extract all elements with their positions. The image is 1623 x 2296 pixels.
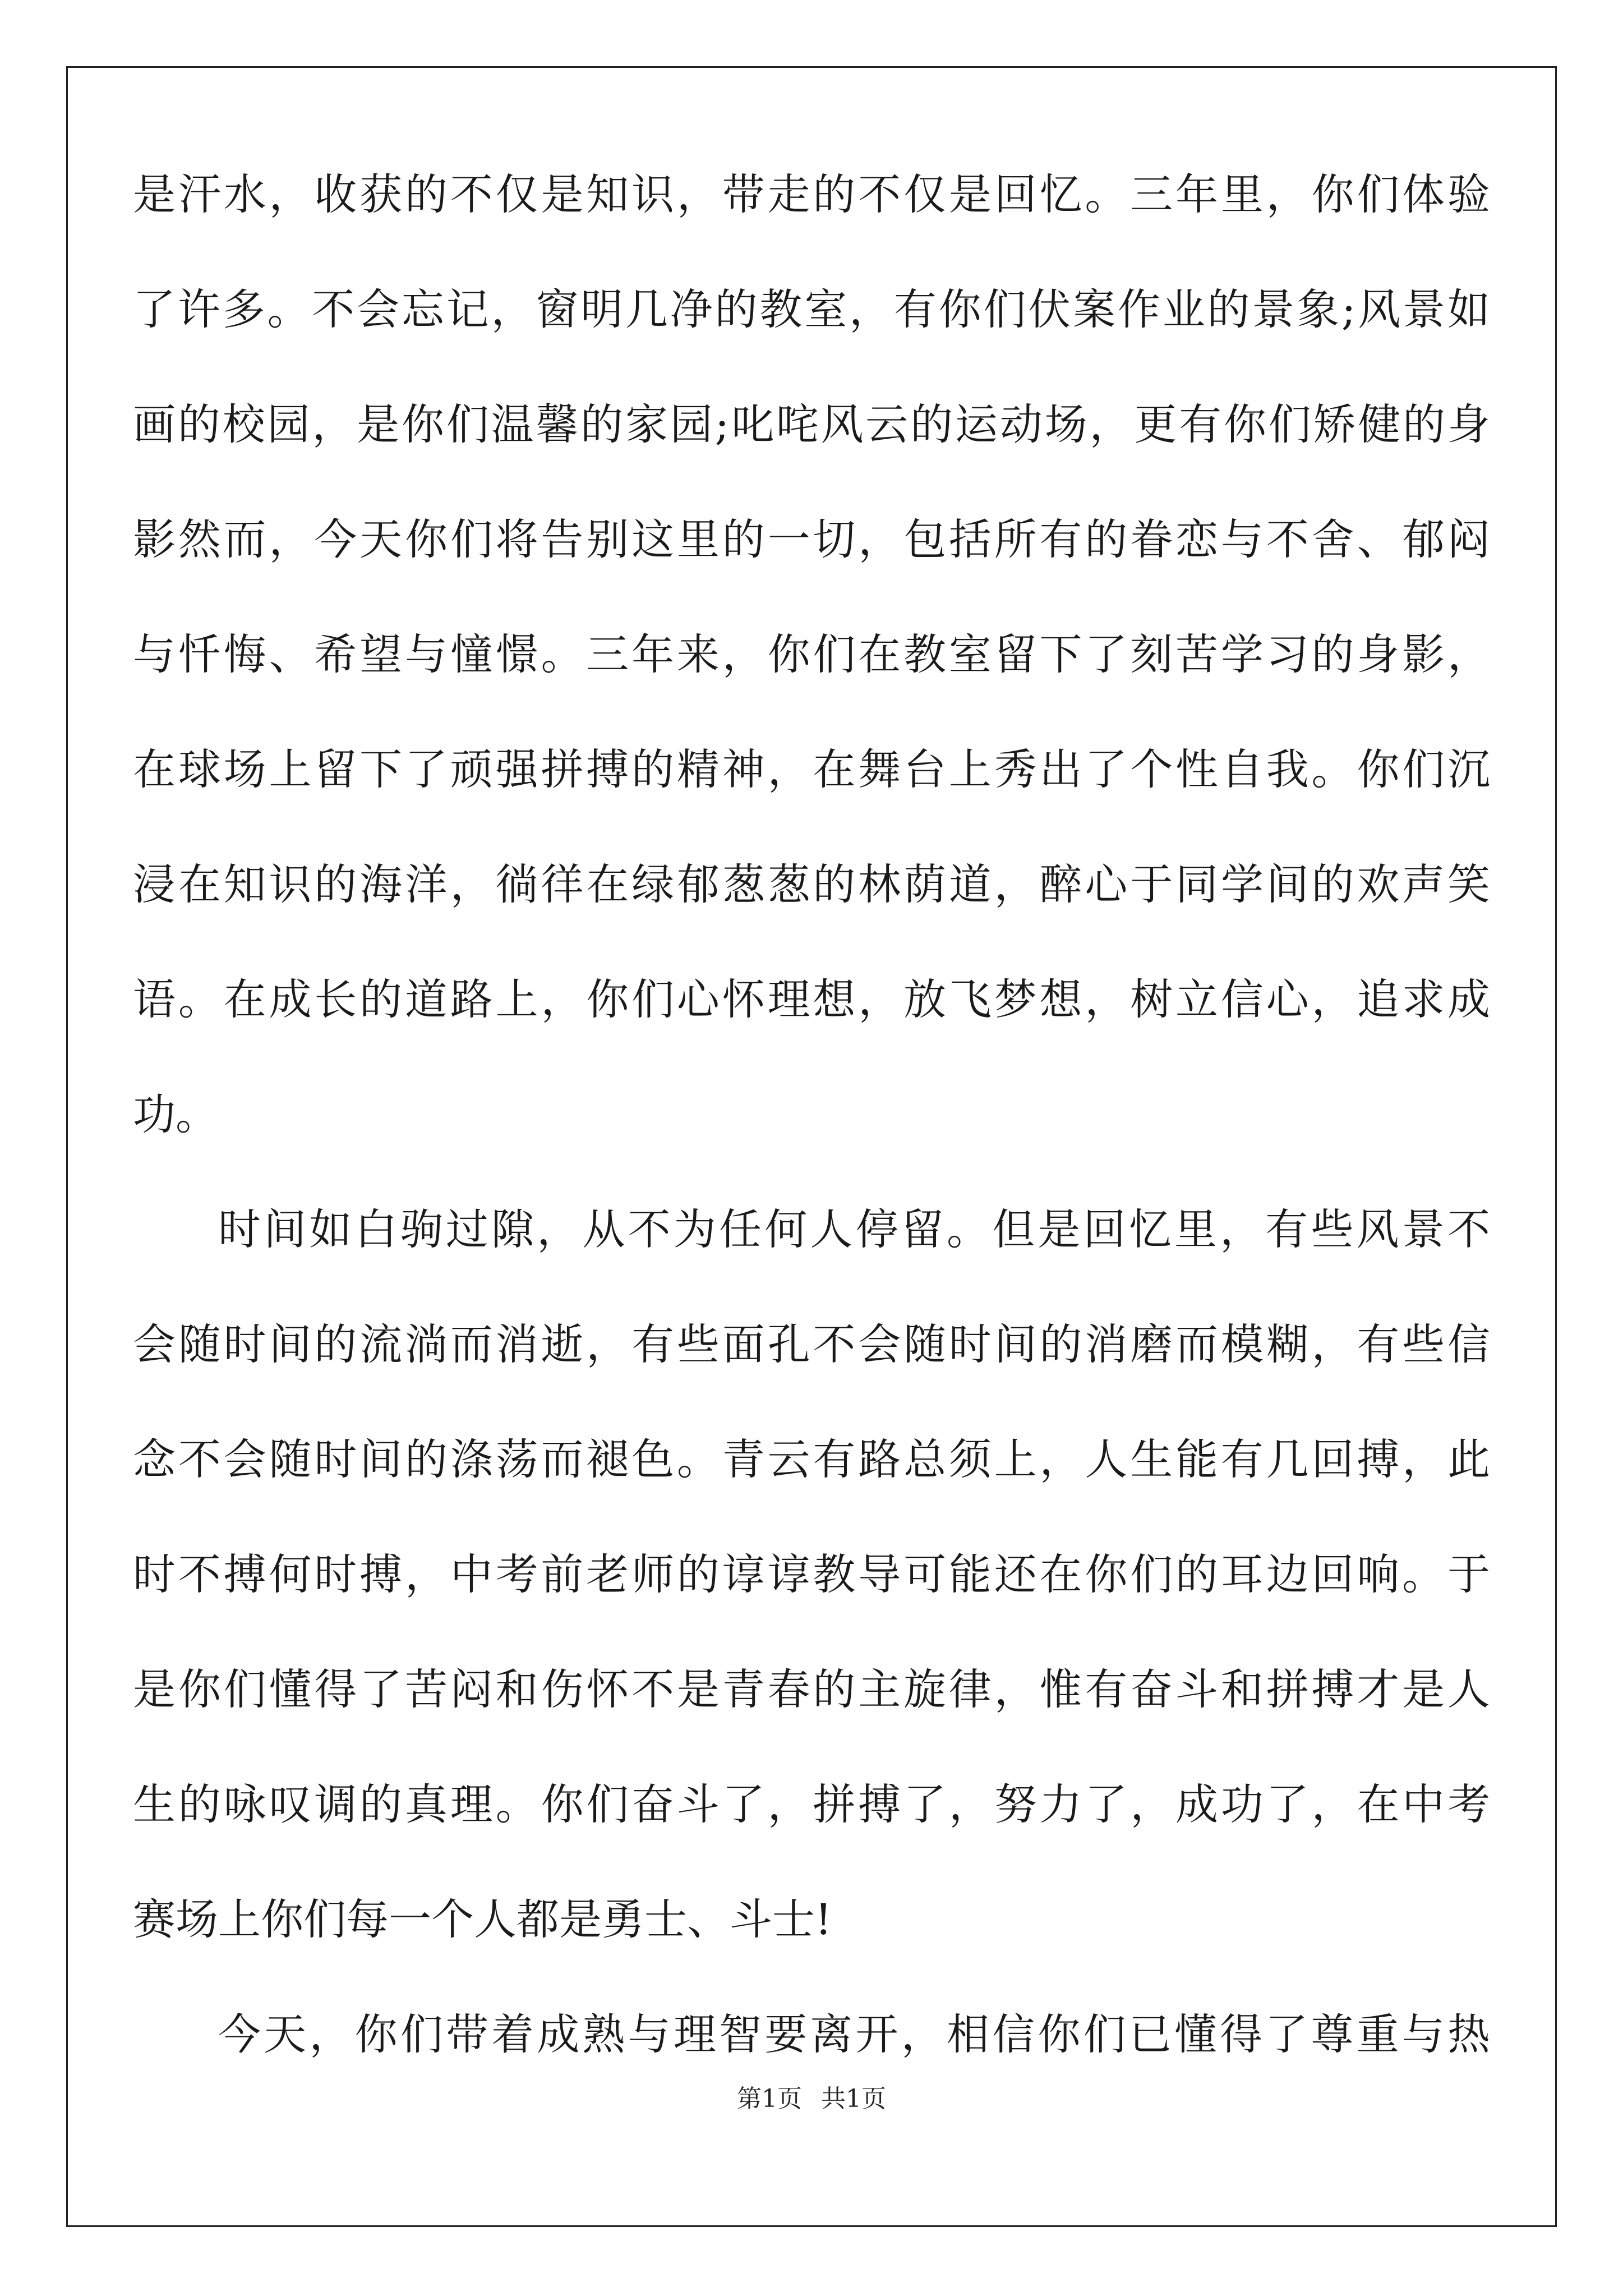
text-line: 画的校园，是你们温馨的家园;叱咤风云的运动场，更有你们矫健的身 [133, 399, 1490, 449]
text-line: 会随时间的流淌而消逝，有些面孔不会随时间的消磨而模糊，有些信 [133, 1319, 1490, 1369]
text-line: 功。 [133, 1089, 218, 1139]
paragraph-start-line: 时间如白驹过隙，从不为任何人停留。但是回忆里，有些风景不 [218, 1204, 1490, 1254]
text-line: 浸在知识的海洋，徜徉在绿郁葱葱的林荫道，醉心于同学间的欢声笑 [133, 859, 1490, 909]
text-line: 在球场上留下了顽强拼搏的精神，在舞台上秀出了个性自我。你们沉 [133, 744, 1490, 794]
page-total: 共1页 [821, 2085, 886, 2113]
text-line: 赛场上你们每一个人都是勇士、斗士! [133, 1894, 832, 1944]
page-number: 第1页 [737, 2085, 802, 2113]
text-line: 时不搏何时搏，中考前老师的谆谆教导可能还在你们的耳边回响。于 [133, 1549, 1490, 1599]
text-line: 语。在成长的道路上，你们心怀理想，放飞梦想，树立信心，追求成 [133, 974, 1490, 1024]
text-line: 了许多。不会忘记，窗明几净的教室，有你们伏案作业的景象;风景如 [133, 284, 1490, 334]
text-line: 与忏悔、希望与憧憬。三年来，你们在教室留下了刻苦学习的身影， [133, 629, 1490, 679]
paragraph-start-line: 今天，你们带着成熟与理智要离开，相信你们已懂得了尊重与热 [218, 2009, 1490, 2059]
text-line: 影然而，今天你们将告别这里的一切，包括所有的眷恋与不舍、郁闷 [133, 514, 1490, 564]
text-line: 是汗水，收获的不仅是知识，带走的不仅是回忆。三年里，你们体验 [133, 169, 1490, 219]
page-footer [0, 2078, 1623, 2114]
text-line: 念不会随时间的涤荡而褪色。青云有路总须上，人生能有几回搏，此 [133, 1434, 1490, 1484]
text-line: 生的咏叹调的真理。你们奋斗了，拼搏了，努力了，成功了，在中考 [133, 1779, 1490, 1829]
text-line: 是你们懂得了苦闷和伤怀不是青春的主旋律，惟有奋斗和拼搏才是人 [133, 1664, 1490, 1714]
